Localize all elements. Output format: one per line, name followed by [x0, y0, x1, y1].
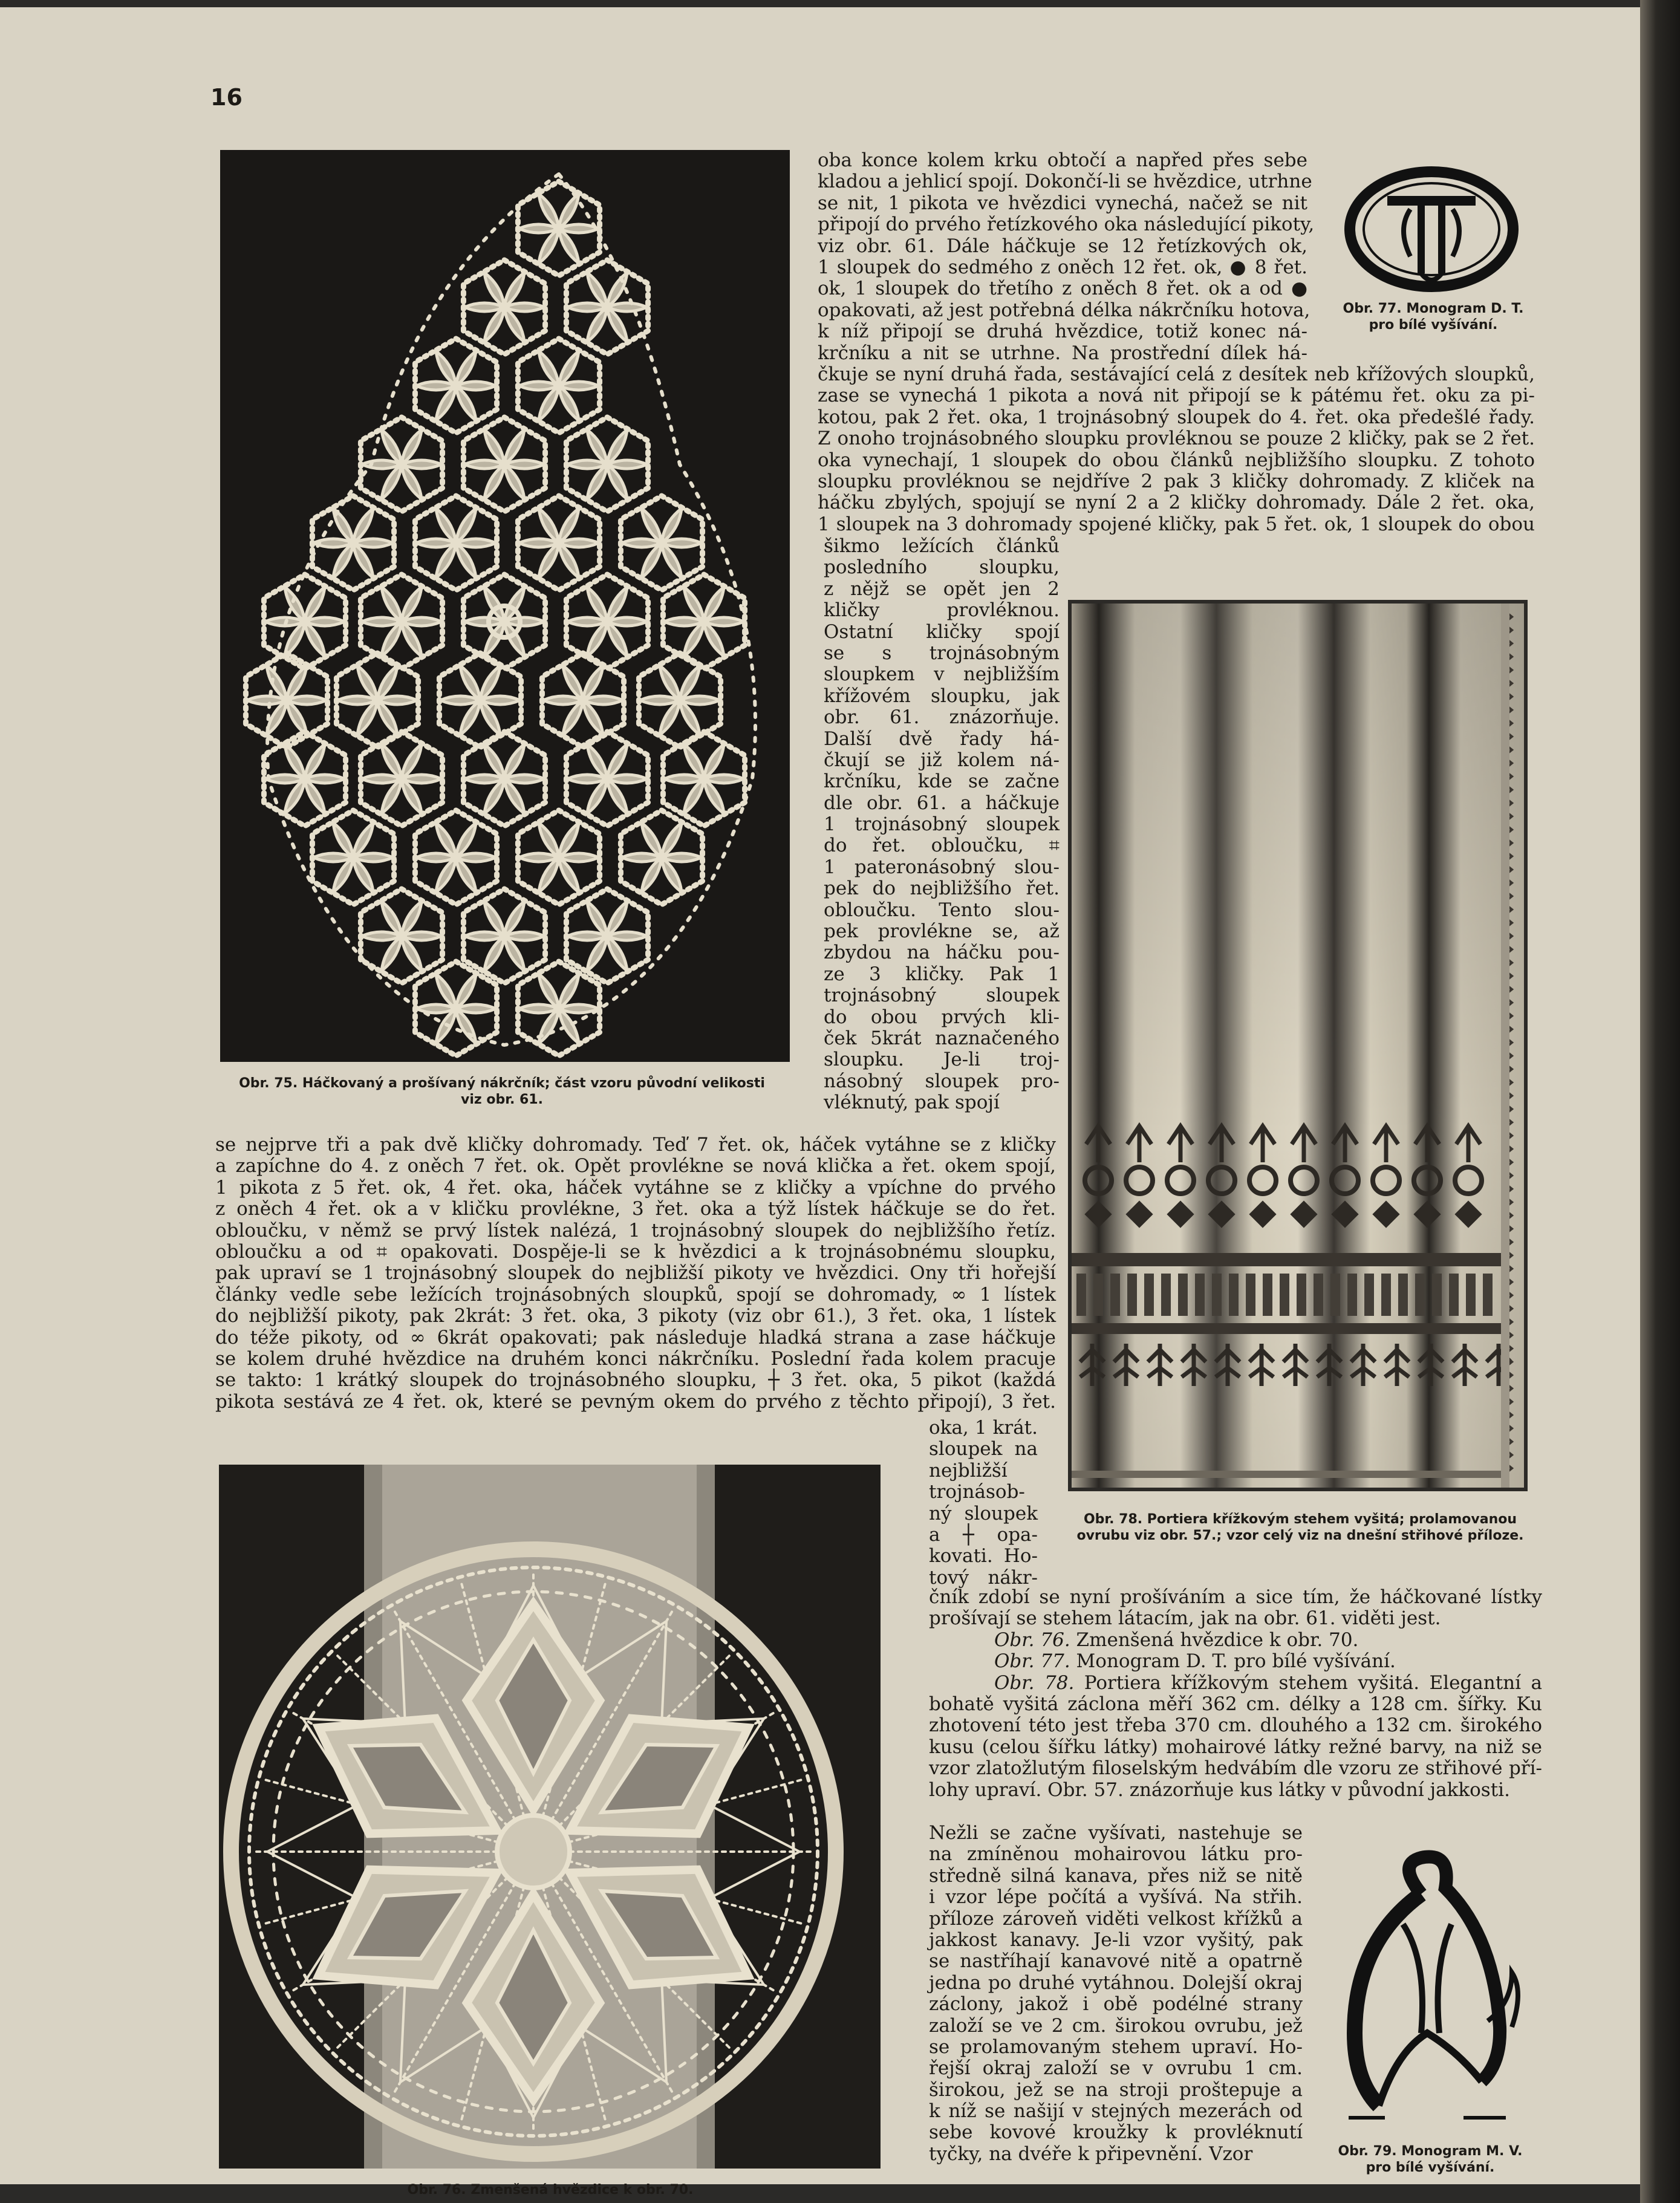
- text-line: bohatě vyšitá záclona měří 362 cm. délky a 128 cm. šířky. Ku: [929, 1693, 1542, 1715]
- figure-76-round-lace-photo: [219, 1465, 881, 2169]
- text-line: oba konce kolem krku obtočí a napřed přes sebe: [818, 149, 1307, 171]
- text-line: tyčky, na dvéře k připevnění. Vzor: [929, 2143, 1253, 2165]
- text-line: záclony, jakož i obě podélné strany: [929, 1993, 1303, 2016]
- text-line: háčku zbylých, spojují se nyní 2 a 2 kličky dohromady. Dále 2 řet. oka,: [818, 492, 1535, 514]
- text-line: kusu (celou šířku látky) mohairové látky režné barvy, na niž se: [929, 1736, 1542, 1758]
- text-line: Z onoho trojnásobného sloupku provléknou se pouze 2 kličky, pak se 2 řet.: [818, 428, 1535, 450]
- text-line: a zapíchne do 4. z oněch 7 řet. ok. Opět provlékne se nová klička a řet. okem spojí,: [215, 1155, 1056, 1177]
- figure-77-caption: Obr. 77. Monogram D. T. pro bílé vyšívání.: [1343, 301, 1524, 333]
- text-line: z oněch 4 řet. ok a v kličku provlékne, 3 řet. oka a týž lístek háčkuje se do řet.: [215, 1198, 1056, 1220]
- text-line: trojnásobný sloupek: [824, 984, 1060, 1007]
- text-line: obloučku a od ⌗ opakovati. Dospěje-li se k hvězdici a k trojnásobnému sloupku,: [215, 1240, 1056, 1263]
- text-line: ček 5krát naznačeného: [824, 1027, 1060, 1049]
- text-line: čkuje se nyní druhá řada, sestávající celá z desítek neb křížových sloupků,: [818, 363, 1535, 385]
- legend-line-78: Obr. 78. Portiera křížkovým stehem vyšitá. Elegantní a: [994, 1671, 1542, 1694]
- figure-75-crochet-collar-photo: [220, 150, 790, 1062]
- text-line: ný sloupek: [929, 1502, 1038, 1525]
- text-line: Nežli se začne vyšívati, nastehuje se: [929, 1822, 1303, 1844]
- text-line: příloze zároveň viděti velkost křížků a: [929, 1907, 1303, 1930]
- text-middle-wide: [215, 1134, 1056, 1413]
- legend-line-76: Obr. 76. Zmenšená hvězdice k obr. 70.: [994, 1629, 1359, 1651]
- text-line: založí se ve 2 cm. širokou ovrubu, jež: [929, 2014, 1303, 2037]
- text-line: sloupku. Je-li troj-: [824, 1049, 1060, 1071]
- text-line: se s trojnásobným: [824, 642, 1060, 664]
- monogram-dt-icon: [1344, 166, 1519, 296]
- text-line: kličky provléknou.: [824, 599, 1060, 622]
- text-line: trojnásob-: [929, 1481, 1025, 1503]
- text-top-wide: [818, 364, 1535, 535]
- text-line: vléknutý, pak spojí: [824, 1092, 1000, 1114]
- text-line: obloučku. Tento slou-: [824, 899, 1060, 921]
- text-line: opakovati, až jest potřebná délka nákrčníku hotova,: [818, 299, 1310, 321]
- text-line: pak upraví se 1 trojnásobný sloupek do nejbližší pikoty ve hvězdici. Ony tři hořejší: [215, 1262, 1056, 1284]
- text-line: zbydou na háčku pou-: [824, 942, 1060, 964]
- figure-78-curtain-photo: [1068, 600, 1528, 1491]
- text-line: sebe kovové kroužky k provléknutí: [929, 2121, 1303, 2144]
- text-line: 1 trojnásobný sloupek: [824, 813, 1060, 836]
- text-line: články vedle sebe ležících trojnásobných sloupků, spojí se dohromady, ∞ 1 lístek: [215, 1283, 1056, 1306]
- text-line: do řet. obloučku, ⌗: [824, 835, 1060, 857]
- text-line: pikota sestává ze 4 řet. ok, které se pevným okem do prvého z těchto připojí), 3 řet.: [215, 1390, 1056, 1413]
- text-line: k níž se našijí v stejných mezerách od: [929, 2100, 1303, 2123]
- book-spine: [1640, 0, 1680, 2203]
- text-line: šikmo ležících článků: [824, 535, 1060, 557]
- text-line: ok, 1 sloupek do třetího z oněch 8 řet. ok a od ●: [818, 278, 1307, 300]
- text-line: lohy upraví. Obr. 57. znázorňuje kus látky v původní jakkosti.: [929, 1778, 1510, 1801]
- figure-76-caption: Obr. 76. Zmenšená hvězdice k obr. 70.: [407, 2182, 694, 2198]
- text-top-narrow: [818, 149, 1315, 364]
- text-line: na zmíněnou mohairovou látku pro-: [929, 1843, 1303, 1866]
- text-lower-narrow: [929, 1823, 1303, 2165]
- figure-75-caption: Obr. 75. Háčkovaný a prošívaný nákrčník; část vzoru původní velikosti viz obr. 61.: [239, 1076, 765, 1107]
- text-line: posledního sloupku,: [824, 556, 1060, 579]
- text-line: 1 sloupek do sedmého z oněch 12 řet. ok, ● 8 řet.: [818, 256, 1307, 278]
- figure-79-caption: Obr. 79. Monogram M. V. pro bílé vyšívání.: [1338, 2144, 1523, 2175]
- text-line: vzor zlatožlutým filoselským hedvábím dle vzoru ze střihové pří-: [929, 1757, 1542, 1780]
- text-line: z nějž se opět jen 2: [824, 578, 1060, 600]
- text-line: nejbližší: [929, 1459, 1008, 1482]
- text-line: sloupku provléknou se nejdříve 2 pak 3 kličky dohromady. Z kliček na: [818, 470, 1535, 492]
- text-line: širokou, jež se na stroji proštepuje a: [929, 2078, 1303, 2101]
- legend-line-77: Obr. 77. Monogram D. T. pro bílé vyšívání.: [994, 1650, 1396, 1673]
- text-line: sloupkem v nejbližším: [824, 663, 1060, 686]
- text-line: připojí do prvého řetízkového oka následující pikoty,: [818, 213, 1315, 236]
- text-line: do téže pikoty, od ∞ 6krát opakovati; pak následuje hladká strana a zase háčkuje: [215, 1326, 1056, 1349]
- text-line: obloučku, v němž se prvý lístek nalézá, 1 trojnásobný sloupek do nejbližšího řetíz.: [215, 1219, 1056, 1241]
- text-line: kotou, pak 2 řet. oka, 1 trojnásobný sloupek do 4. řet. oka předešlé řady.: [818, 406, 1535, 428]
- text-line: 1 pateronásobný slou-: [824, 856, 1060, 878]
- text-line: se prolamovaným stehem upraví. Ho-: [929, 2035, 1303, 2058]
- text-line: čkují se již kolem ná-: [824, 749, 1060, 771]
- text-line: zase se vynechá 1 pikota a nová nit připojí se k pátému řet. oku za pi-: [818, 385, 1535, 407]
- text-line: řejší okraj založí se v ovrubu 1 cm.: [929, 2057, 1303, 2080]
- text-line: Další dvě řady há-: [824, 727, 1060, 750]
- text-line: do nejbližší pikoty, pak 2krát: 3 řet. oka, 3 pikoty (viz obr 61.), 3 řet. oka, 1 lístek: [215, 1305, 1056, 1327]
- monogram-mv-icon: [1330, 1852, 1530, 2130]
- text-line: oka vynechají, 1 sloupek do obou článků nejbližšího sloupku. Z tohoto: [818, 449, 1535, 471]
- text-column-small: [929, 1417, 1038, 1589]
- text-line: 1 sloupek na 3 dohromady spojené kličky, pak 5 řet. ok, 1 sloupek do obou: [818, 513, 1535, 535]
- figure-78-caption: Obr. 78. Portiera křížkovým stehem vyšitá; prolamovanou ovrubu viz obr. 57.; vzor celý viz na dnešní střihové příloze.: [1076, 1512, 1524, 1543]
- text-line: krčníku a nit se utrhne. Na prostřední dílek há-: [818, 342, 1307, 364]
- text-line: kladou a jehlicí spojí. Dokončí-li se hvězdice, utrhne: [818, 171, 1312, 193]
- text-line: viz obr. 61. Dále háčkuje se 12 řetízkových ok,: [818, 235, 1307, 257]
- text-line: ze 3 kličky. Pak 1: [824, 963, 1060, 985]
- text-line: zhotovení této jest třeba 370 cm. dlouhého a 132 cm. širokého: [929, 1714, 1542, 1737]
- text-line: křížovém sloupku, jak: [824, 685, 1060, 707]
- text-line: se nastříhají kanavové nitě a opatrně: [929, 1950, 1303, 1973]
- text-line: se kolem druhé hvězdice na druhém konci nákrčníku. Poslední řada kolem pracuje: [215, 1347, 1056, 1370]
- text-line: krčníku, kde se začne: [824, 770, 1060, 793]
- text-line: do obou prvých kli-: [824, 1006, 1060, 1028]
- text-line: Ostatní kličky spojí: [824, 620, 1060, 643]
- text-line: se takto: 1 krátký sloupek do trojnásobného sloupku, ┼ 3 řet. oka, 5 pikot (každá: [215, 1369, 1056, 1391]
- text-line: se nit, 1 pikota ve hvězdici vynechá, načež se nit: [818, 192, 1307, 214]
- text-line: jakkost kanavy. Je-li vzor vyšitý, pak: [929, 1928, 1303, 1951]
- text-line: k níž připojí se druhá hvězdice, totiž konec ná-: [818, 321, 1307, 343]
- text-line: pek do nejbližšího řet.: [824, 877, 1060, 900]
- text-line: a ┼ opa-: [929, 1523, 1038, 1546]
- text-line: tový nákr-: [929, 1566, 1038, 1589]
- text-line: se nejprve tři a pak dvě kličky dohromady. Teď 7 řet. ok, háček vytáhne se z kličky: [215, 1134, 1056, 1156]
- text-line: kovati. Ho-: [929, 1545, 1038, 1567]
- text-lower-wide: čník zdobí se nyní prošíváním a sice tím, že háčkované lístky prošívají se stehem látacím, jak na obr. 61. viděti jest. Obr. 76. Zmenšená hvězdice k obr. 70. Obr. 77. Monogram D. T. pro bílé vyšívání. Obr. 78. Portiera křížkovým stehem vyšitá. Elegantní a bohatě vyšitá záclona měří 362 cm. délky a 128 cm. šířky. Ku zhotovení této jest třeba 370 cm. dlouhého a 132 cm. širokého kusu (celou šířku látky) mohairové látky režné barvy, na niž se vzor zlatožlutým filoselským hedvábím dle vzoru ze střihové pří- lohy upraví. Obr. 57. znázorňuje kus látky v původní jakkosti.: [929, 1586, 1542, 1801]
- text-column-narrow: [824, 536, 1060, 1114]
- text-line: středně silná kanava, přes niž se nitě: [929, 1864, 1303, 1887]
- text-line: jedna po druhé vytáhnou. Dolejší okraj: [929, 1971, 1303, 1994]
- text-line: oka, 1 krát.: [929, 1417, 1038, 1439]
- page-number: 16: [210, 84, 243, 111]
- magazine-page: [0, 7, 1640, 2198]
- text-line: i vzor lépe počítá a vyšívá. Na střih.: [929, 1886, 1303, 1909]
- text-line: sloupek na: [929, 1438, 1038, 1460]
- text-line: násobný sloupek pro-: [824, 1070, 1060, 1092]
- text-line: 1 pikota z 5 řet. ok, 4 řet. oka, háček vytáhne se z kličky a vpíchne do prvého: [215, 1176, 1056, 1199]
- text-line: dle obr. 61. a háčkuje: [824, 792, 1060, 814]
- text-line: pek provlékne se, až: [824, 920, 1060, 943]
- text-line: obr. 61. znázorňuje.: [824, 706, 1060, 729]
